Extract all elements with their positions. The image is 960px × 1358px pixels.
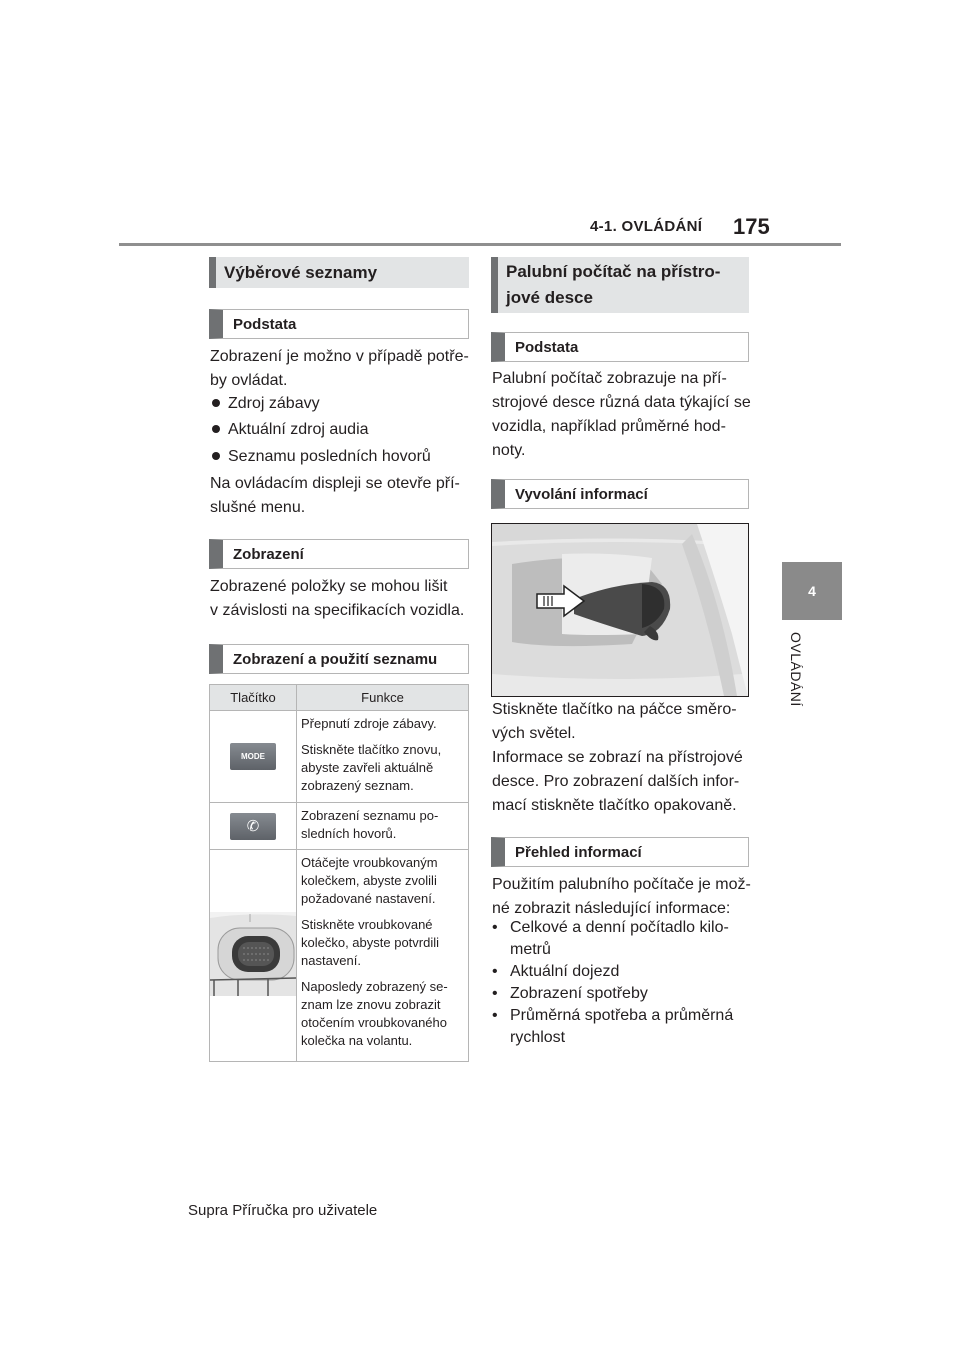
table-header-row (210, 685, 469, 711)
table-row (210, 803, 469, 850)
subheading-text: Podstata (515, 338, 579, 356)
text-line: strojové desce různá data týkající se (492, 394, 751, 411)
paragraph-menu (210, 472, 472, 520)
function-text: Stiskněte tlačítko znovu, abyste zavřeli aktuálně zobrazený seznam. (301, 742, 442, 793)
subheading-text: Vyvolání informací (515, 485, 648, 503)
text-line: v závislosti na specifikacích vozidla. (210, 602, 465, 619)
text-line: Zobrazené položky se mohou lišit (210, 578, 448, 595)
list-bullet: • (492, 985, 498, 1002)
subheading-podstata (209, 309, 469, 339)
table-header-function: Funkce (297, 685, 469, 711)
list-text: Zobrazení spotřeby (510, 985, 648, 1002)
subheading-podstata-right (491, 332, 749, 362)
paragraph-pouzitim (492, 873, 754, 921)
text-line: Stiskněte tlačítko na páčce směro- (492, 701, 737, 718)
turn-signal-lever-illustration (491, 523, 749, 697)
heading-vyberove-seznamy (209, 257, 469, 288)
table-cell-function (297, 803, 469, 850)
function-table (209, 684, 469, 1062)
bullet-text: Zdroj zábavy (228, 395, 320, 412)
subheading-zobrazeni (209, 539, 469, 569)
lever-image (492, 524, 748, 696)
subheading-text: Zobrazení a použití seznamu (233, 650, 438, 668)
paragraph-specifikace (210, 575, 472, 623)
function-text: Naposledy zobrazený se-znam lze znovu zobrazit otočením vroubkovaného kolečka na volantu. (301, 979, 448, 1048)
function-text: Přepnutí zdroje zábavy. (301, 716, 437, 731)
list-bullet: • (492, 919, 498, 936)
function-text: Stiskněte vroubkované kolečko, abyste potvrdili nastavení. (301, 917, 440, 968)
table-header-button: Tlačítko (210, 685, 297, 711)
heading-palubni-pocitac (491, 257, 749, 313)
subheading-prehled (491, 837, 749, 867)
list-text: Celkové a denní počítadlo kilo- (510, 919, 729, 936)
text-line: desce. Pro zobrazení dalších infor- (492, 773, 740, 790)
subheading-vyvolani (491, 479, 749, 509)
chapter-label: OVLÁDÁNÍ (788, 632, 804, 707)
text-line: Palubní počítač zobrazuje na pří- (492, 370, 727, 387)
bullet-item (210, 445, 431, 469)
list-bullet: • (492, 963, 498, 980)
table-cell-icon (210, 850, 297, 1062)
table-cell-icon (210, 711, 297, 803)
subheading-text: Zobrazení (233, 545, 304, 563)
text-line: vozidla, například průměrné hod- (492, 418, 726, 435)
bullet-dot (212, 452, 220, 460)
mode-button-icon: MODE (230, 743, 276, 770)
list-text: rychlost (510, 1029, 566, 1046)
header-rule (119, 243, 841, 246)
subheading-pouziti-seznamu (209, 644, 469, 674)
paragraph-informace (492, 746, 754, 818)
text-line: noty. (492, 442, 526, 459)
text-line: mací stiskněte tlačítko opakovaně. (492, 797, 737, 814)
chapter-tab: 4 (782, 562, 842, 620)
text-line: Na ovládacím displeji se otevře pří- (210, 475, 460, 492)
heading-text: Výběrové seznamy (224, 262, 378, 282)
text-line: slušné menu. (210, 499, 306, 516)
table-cell-function (297, 850, 469, 1062)
bullet-dot (212, 399, 220, 407)
text-line: by ovládat. (210, 372, 288, 389)
text-line: vých světel. (492, 725, 576, 742)
subheading-text: Podstata (233, 315, 297, 333)
bullet-item (210, 418, 369, 442)
list-text: Průměrná spotřeba a průměrná (510, 1007, 734, 1024)
list-bullet: • (492, 1007, 498, 1024)
function-text: Zobrazení seznamu po-sledních hovorů. (301, 808, 439, 841)
phone-button-icon: ✆ (230, 813, 276, 840)
list-text: Aktuální dojezd (510, 963, 620, 980)
table-cell-function (297, 711, 469, 803)
list-text: metrů (510, 941, 551, 958)
bullet-text: Aktuální zdroj audia (228, 421, 369, 438)
text-line: Použitím palubního počítače je mož- (492, 876, 751, 893)
bullet-item (210, 392, 320, 416)
steering-wheel-roller-icon (210, 912, 296, 996)
table-cell-icon (210, 803, 297, 850)
heading-text: jové desce (506, 288, 593, 307)
text-line: Informace se zobrazí na přístrojové (492, 749, 743, 766)
function-text: Otáčejte vroubkovaným kolečkem, abyste zvolili požadované nastavení. (301, 855, 438, 906)
paragraph-zobrazeni (210, 345, 472, 393)
bullet-text: Seznamu posledních hovorů (228, 448, 431, 465)
text-line: né zobrazit následující informace: (492, 900, 731, 917)
text-line: Zobrazení je možno v případě potře- (210, 348, 469, 365)
paragraph-stisknete (492, 698, 754, 746)
footer-title: Supra Příručka pro uživatele (188, 1202, 378, 1219)
paragraph-palubni (492, 367, 754, 463)
page-number: 175 (733, 214, 770, 239)
table-row (210, 711, 469, 803)
section-title: 4-1. OVLÁDÁNÍ (590, 218, 703, 235)
bullet-dot (212, 425, 220, 433)
subheading-text: Přehled informací (515, 843, 642, 861)
heading-text: Palubní počítač na přístro- (506, 262, 721, 281)
table-row (210, 850, 469, 1062)
